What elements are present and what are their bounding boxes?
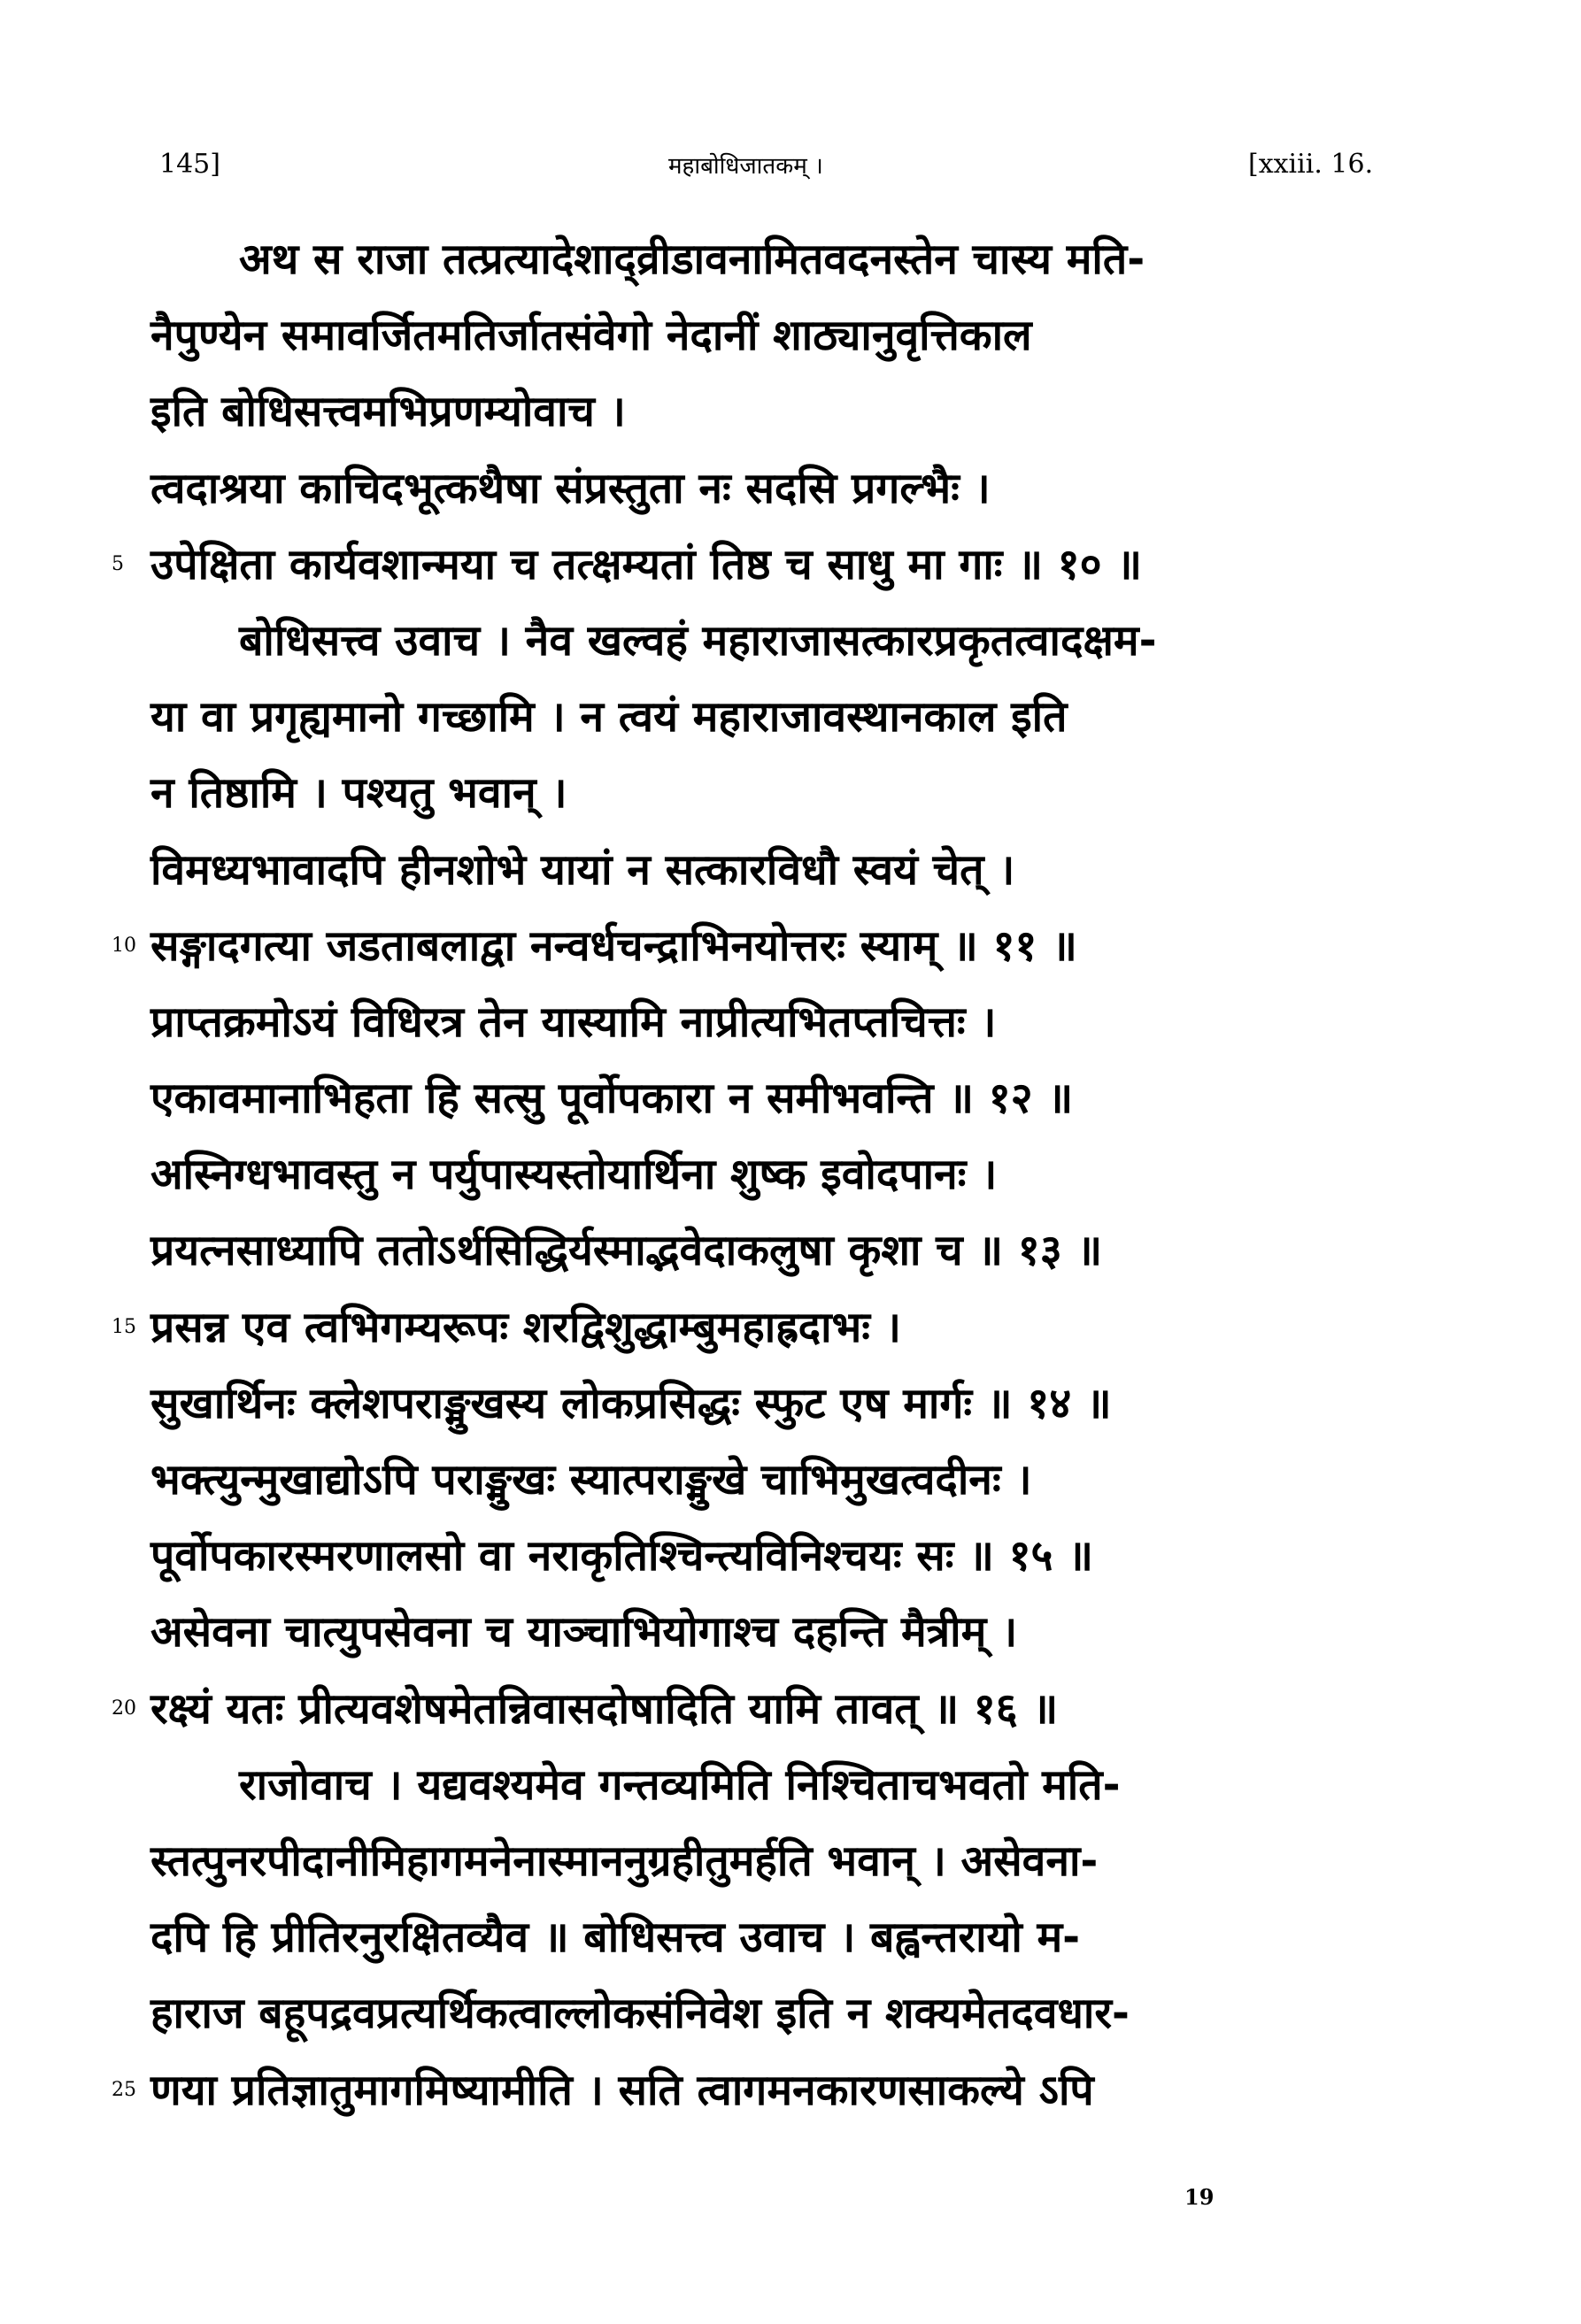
text-line (112, 1671, 1425, 1747)
line-text: एकावमानाभिहता हि सत्सु पूर्वोपकारा न समीभवन्ति ॥ १२ ॥ (150, 1074, 1074, 1124)
line-text: न तिष्ठामि । पश्यतु भवान् । (150, 768, 567, 819)
text-line (150, 1899, 1425, 1975)
text-line (112, 2052, 1425, 2128)
line-text: अथ स राजा तत्प्रत्यादेशाद्व्रीडावनामितवदनस्तेन चास्य मति- (239, 235, 1145, 284)
running-title: महाबोधिजातकम् । (668, 153, 823, 180)
text-line (112, 527, 1425, 603)
text-line (150, 1136, 1425, 1212)
section-reference: [xxiii. 16. (1248, 149, 1374, 180)
text-line (150, 1442, 1425, 1518)
text-line (112, 908, 1425, 984)
line-text: इति बोधिसत्त्वमभिप्रणम्योवाच । (150, 387, 626, 437)
text-line (150, 297, 1425, 373)
line-text: हाराज बहूपद्रवप्रत्यर्थिकत्वाल्लोकसंनिवेश इति न शक्यमेतदवधार- (150, 1989, 1130, 2039)
line-text: प्रयत्नसाध्यापि ततोऽर्थसिद्धिर्यस्माद्भवेदाकलुषा कृशा च ॥ १३ ॥ (150, 1226, 1103, 1276)
line-text: असेवना चात्युपसेवना च याञ्चाभियोगाश्च दहन्ति मैत्रीम् । (150, 1607, 1018, 1658)
line-text: रक्ष्यं यतः प्रीत्यवशेषमेतन्निवासदोषादिति यामि तावत् ॥ १६ ॥ (150, 1683, 1059, 1734)
line-text: पूर्वोपकारस्मरणालसो वा नराकृतिश्चिन्त्यविनिश्चयः सः ॥ १५ ॥ (150, 1531, 1093, 1581)
line-text: दपि हि प्रीतिरनुरक्षितव्यैव ॥ बोधिसत्त्व उवाच । बह्वन्तरायो म- (150, 1912, 1081, 1963)
page-number-header: 145] (159, 149, 220, 180)
text-line (150, 603, 1425, 679)
sanskrit-text-block (112, 221, 1425, 2128)
text-line (150, 1594, 1425, 1670)
line-text: भक्त्युन्मुखाद्योऽपि पराङ्मुखः स्यात्पराङ्मुखे चाभिमुखत्वदीनः । (150, 1455, 1032, 1504)
text-line (150, 755, 1425, 831)
line-number: 15 (112, 1315, 136, 1338)
signature-mark: 19 (1184, 2184, 1215, 2210)
text-line (150, 221, 1425, 297)
text-line (150, 1823, 1425, 1899)
line-text: सुखार्थिनः क्लेशपराङ्मुखस्य लोकप्रसिद्धः स्फुट एष मार्गः ॥ १४ ॥ (150, 1378, 1112, 1428)
line-text: प्रसन्न एव त्वभिगम्यरूपः शरद्विशुद्धाम्बुमहाह्रदाभः । (150, 1302, 901, 1352)
text-line (150, 984, 1425, 1060)
line-number: 20 (112, 1697, 136, 1720)
text-line (150, 679, 1425, 755)
text-line (150, 1212, 1425, 1289)
line-text: त्वदाश्रया काचिदभूत्कथैषा संप्रस्तुता नः सदसि प्रगल्भैः । (150, 463, 991, 513)
line-number: 10 (112, 934, 136, 957)
text-line (150, 832, 1425, 908)
line-number: 25 (112, 2078, 136, 2101)
line-text: णया प्रतिज्ञातुमागमिष्यामीति । सति त्वागमनकारणसाकल्ये ऽपि (150, 2065, 1094, 2115)
text-line (112, 1289, 1425, 1366)
line-text: स्तत्पुनरपीदानीमिहागमनेनास्माननुग्रहीतुमर्हति भवान् । असेवना- (150, 1835, 1099, 1886)
line-text: नैपुण्येन समावर्जितमतिर्जातसंवेगो नेदानीं शाठ्यानुवृत्तिकाल (150, 311, 1032, 361)
line-number: 5 (112, 552, 124, 575)
text-line (150, 1060, 1425, 1136)
text-line (150, 1747, 1425, 1823)
text-line (150, 373, 1425, 450)
line-text: उपेक्षिता कार्यवशान्मया च तत्क्षम्यतां तिष्ठ च साधु मा गाः ॥ १० ॥ (150, 539, 1143, 589)
line-text: अस्निग्धभावस्तु न पर्युपास्यस्तोयार्थिना शुष्क इवोदपानः । (150, 1150, 998, 1200)
text-line (150, 1518, 1425, 1594)
text-line (150, 1975, 1425, 2051)
line-text: विमध्यभावादपि हीनशोभे यायां न सत्कारविधौ स्वयं चेत् । (150, 844, 1015, 895)
line-text: राजोवाच । यद्यवश्यमेव गन्तव्यमिति निश्चिताचभवतो मति- (239, 1759, 1121, 1810)
line-text: या वा प्रगृह्यमानो गच्छामि । न त्वयं महाराजावस्थानकाल इति (150, 692, 1068, 743)
line-text: सङ्गादगत्या जडताबलाद्वा नन्वर्धचन्द्राभिनयोत्तरः स्याम् ॥ ११ ॥ (150, 920, 1077, 971)
line-text: प्राप्तक्रमोऽयं विधिरत्र तेन यास्यामि नाप्रीत्यभितप्तचित्तः । (150, 997, 997, 1047)
text-line (150, 450, 1425, 527)
text-line (150, 1366, 1425, 1442)
line-text: बोधिसत्त्व उवाच । नैव खल्वहं महाराजासत्कारप्रकृतत्वादक्षम- (239, 615, 1157, 666)
